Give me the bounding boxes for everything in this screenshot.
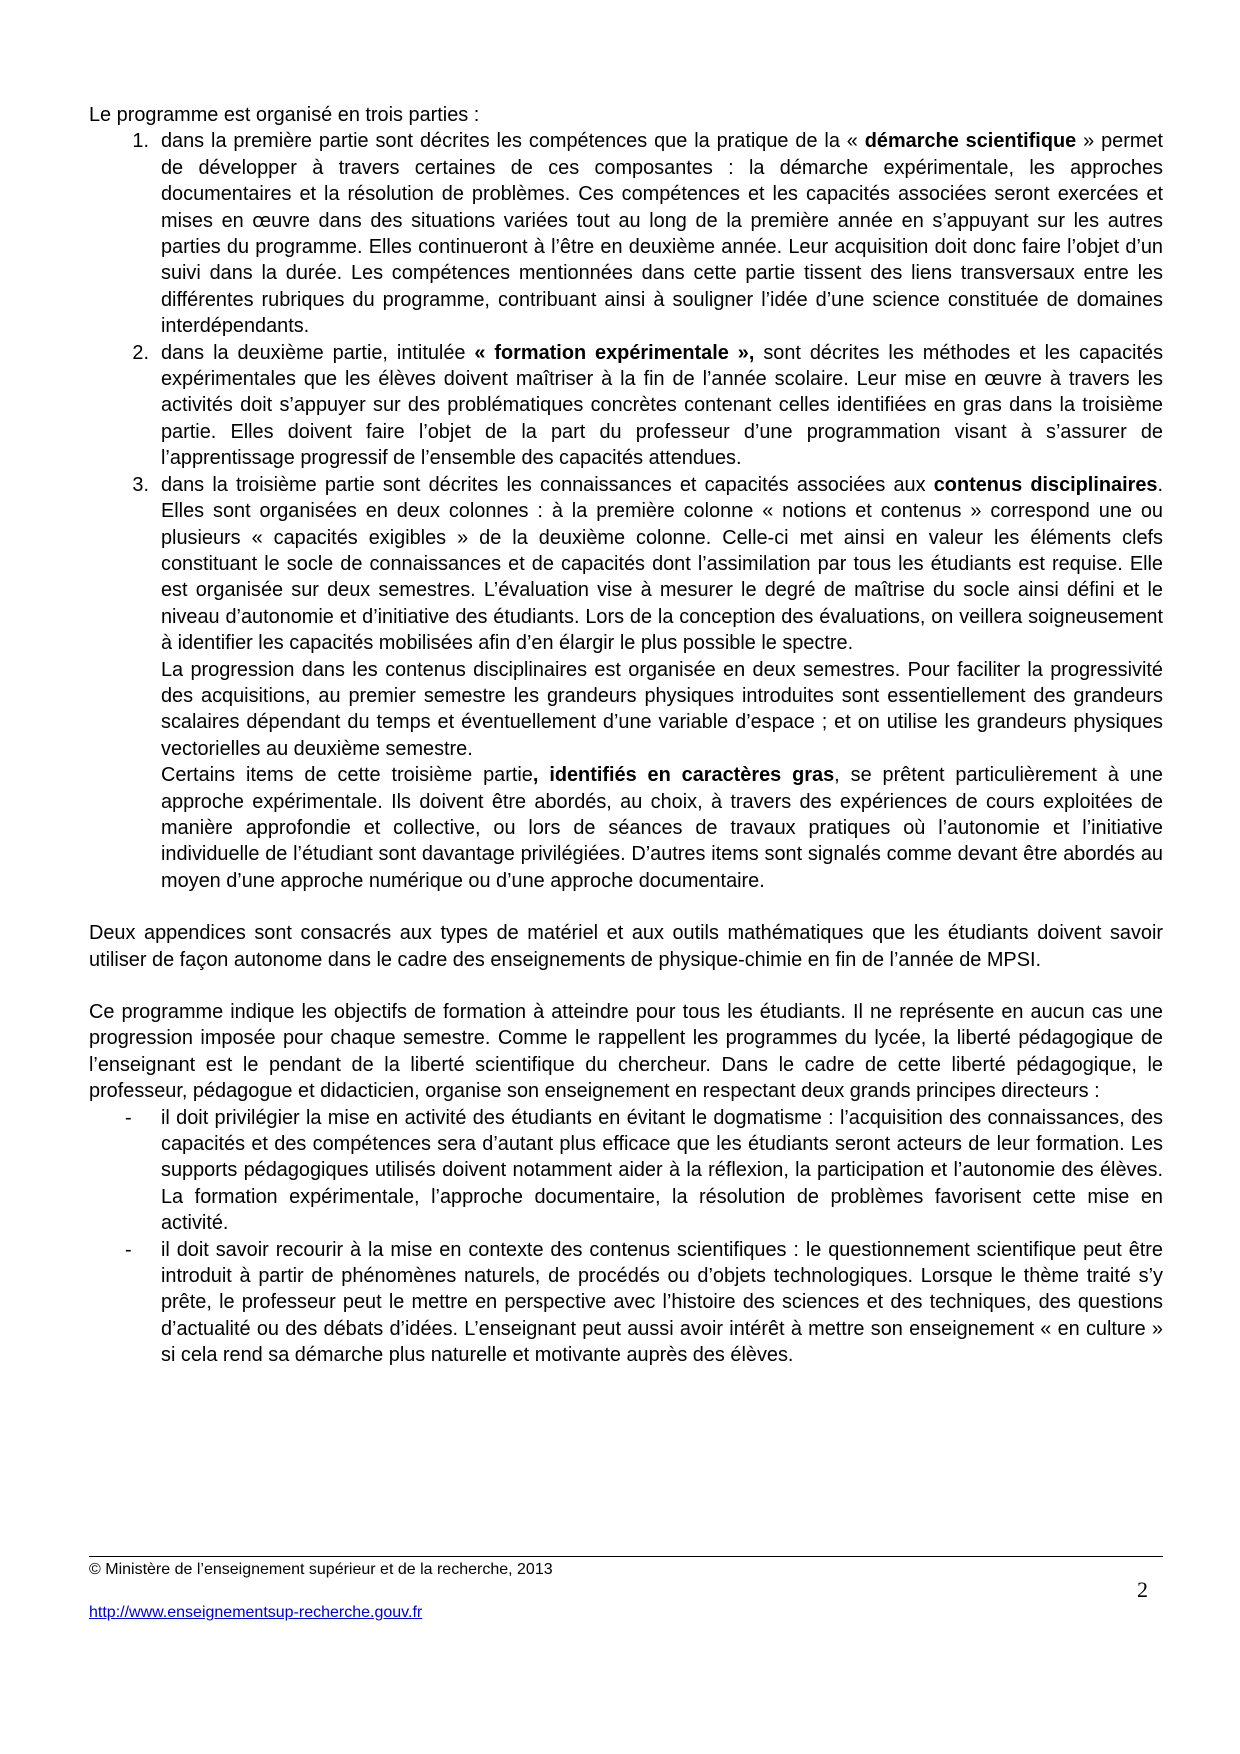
item-text-part: » permet de développer à travers certaines de ces composantes : la démarche expérimentale, les approches documentaires et la résolution de problèmes. Ces compétences et les capacités associées seront exercées et mises en œuvre dans des situations variées tout au long de la première année en s’appuyant sur les autres parties du programme. Elles continueront à l’être en deuxième année. Leur acquisition doit donc faire l’objet d’un suivi dans la durée. Les compétences mentionnées dans cette partie tissent des liens transversaux entre les différentes rubriques du programme, contribuant ainsi à souligner l’idée d’une science constituée de domaines interdépendants. xyxy=(161,130,1163,338)
item-text-part: dans la première partie sont décrites les compétences que la pratique de la « xyxy=(161,130,865,153)
item-number: 2. xyxy=(132,341,149,364)
dash-marker: - xyxy=(125,1106,132,1129)
numbered-item-2 xyxy=(89,340,1163,472)
dash-item-2 xyxy=(89,1237,1163,1369)
footer-url-link[interactable]: http://www.enseignementsup-recherche.gouv.fr xyxy=(89,1604,423,1621)
item-bold-term: contenus disciplinaires xyxy=(933,473,1158,496)
item-text xyxy=(161,128,1163,339)
item-text-part: . Elles sont organisées en deux colonnes : à la première colonne « notions et contenus » correspond une ou plusieurs « capacités exigibles » de la deuxième colonne. Celle-ci met ainsi en valeur les éléments clefs constituant le socle de connaissances et de capacités dont l’assimilation par tous les étudiants est requise. Elle est organisée sur deux semestres. L’évaluation vise à mesurer le degré de maîtrise du socle ainsi défini et le niveau d’autonomie et d’initiative des étudiants. Lors de la conception des évaluations, on veillera soigneusement à identifier les capacités mobilisées afin d’en élargir le plus possible le spectre. xyxy=(161,473,1163,655)
paragraph-bold-term: , identifiés en caractères gras xyxy=(532,764,835,787)
item-text xyxy=(161,340,1163,472)
page-number: 2 xyxy=(1137,1577,1148,1602)
item-bold-term: démarche scientifique xyxy=(864,130,1077,153)
dash-item-text: il doit savoir recourir à la mise en contexte des contenus scientifiques : le questionnement scientifique peut être introduit à partir de phénomènes naturels, de procédés ou d’objets technologiques. Lorsque le thème traité s’y prête, le professeur peut le mettre en perspective avec l’histoire des sciences et des techniques, des questions d’actualité ou des débats d’idées. L’enseignant peut aussi avoir intérêt à mettre son enseignement « en culture » si cela rend sa démarche plus naturelle et motivante auprès des élèves. xyxy=(161,1238,1163,1367)
numbered-item-1 xyxy=(89,128,1163,339)
footer-copyright: © Ministère de l’enseignement supérieur et de la recherche, 2013 xyxy=(89,1561,553,1578)
item-text xyxy=(161,472,1163,657)
spacer xyxy=(89,894,1163,920)
appendices-paragraph: Deux appendices sont consacrés aux types de matériel et aux outils mathématiques que les étudiants doivent savoir utiliser de façon autonome dans le cadre des enseignements de physique-chimie en fin de l’année de MPSI. xyxy=(89,922,1163,971)
paragraph-text-part: , se prêtent particulièrement à une approche expérimentale. Ils doivent être abordés, au choix, à travers des expériences de cours exploitées de manière approfondie et collective, ou lors de séances de travaux pratiques où l’autonomie et l’initiative individuelle de l’étudiant sont davantage privilégiées. D’autres items sont signalés comme devant être abordés au moyen d’une approche numérique ou d’une approche documentaire. xyxy=(161,764,1163,892)
item-text-part: sont décrites les méthodes et les capacités expérimentales que les élèves doivent maîtriser à la fin de l’année scolaire. Leur mise en œuvre à travers les activités doit s’appuyer sur des problématiques concrètes contenant celles identifiées en gras dans la troisième partie. Elles doivent faire l’objet de la part du professeur d’une programmation visant à s’assurer de l’apprentissage progressif de l’ensemble des capacités attendues. xyxy=(161,341,1164,470)
item-number: 3. xyxy=(132,473,149,496)
intro-text: Le programme est organisé en trois parties : xyxy=(89,104,480,126)
spacer xyxy=(89,973,1163,999)
dash-item-text: il doit privilégier la mise en activité des étudiants en évitant le dogmatisme : l’acquisition des connaissances, des capacités et des compétences sera d’autant plus efficace que les étudiants seront acteurs de leur formation. Les supports pédagogiques utilisés doivent notamment aider à la réflexion, la participation et l’autonomie des élèves. La formation expérimentale, l’approche documentaire, la résolution de problèmes favorisent cette mise en activité. xyxy=(161,1106,1163,1235)
paragraph-text-part: Certains items de cette troisième partie xyxy=(161,764,533,787)
item-3-paragraph-items xyxy=(89,762,1163,894)
item-bold-term: « formation expérimentale », xyxy=(474,341,755,364)
footer-divider xyxy=(89,1556,1163,1557)
item-3-paragraph-progression: La progression dans les contenus disciplinaires est organisée en deux semestres. Pour faciliter la progressivité des acquisitions, au premier semestre les grandeurs physiques introduites sont essentiellement des grandeurs scalaires dépendant du temps et éventuellement d’une variable d’espace ; et on utilise les grandeurs physiques vectorielles au deuxième semestre. xyxy=(161,658,1163,760)
objectives-paragraph: Ce programme indique les objectifs de formation à atteindre pour tous les étudiants. Il ne représente en aucun cas une progression imposée pour chaque semestre. Comme le rappellent les programmes du lycée, la liberté pédagogique de l’enseignant est le pendant de la liberté scientifique du chercheur. Dans le cadre de cette liberté pédagogique, le professeur, pédagogue et didacticien, organise son enseignement en respectant deux grands principes directeurs : xyxy=(89,1001,1163,1103)
document-body xyxy=(89,102,1163,1369)
item-text-part: dans la troisième partie sont décrites les connaissances et capacités associées aux xyxy=(161,473,934,496)
item-text-part: dans la deuxième partie, intitulée xyxy=(161,341,475,364)
numbered-item-3 xyxy=(89,472,1163,657)
dash-item-1 xyxy=(89,1105,1163,1237)
dash-marker: - xyxy=(125,1238,132,1261)
item-number: 1. xyxy=(132,130,149,153)
